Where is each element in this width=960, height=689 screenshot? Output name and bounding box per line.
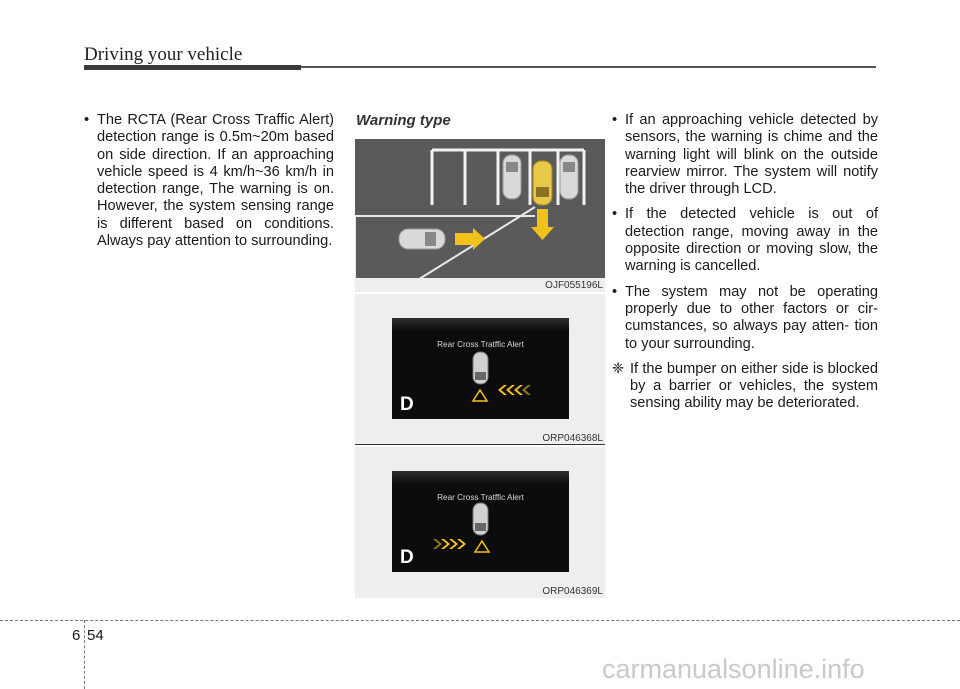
bullet-item [612,284,878,353]
note-icon: ❈ [612,360,625,377]
figure-label: ORP046369L [542,586,603,597]
rear-alert-graphic [392,318,569,419]
figure-label: OJF055196L [545,280,603,291]
bullet-text: The system may not be operating properly due to other factors or cir- cumstances, so always pay atten- tion to your surrounding. [625,283,878,352]
bullet-dot: • [612,112,618,128]
page-number: 54 [87,627,104,644]
cluster-screen [392,471,569,572]
watermark: carmanualsonline.info [602,654,865,684]
left-column [84,112,334,258]
figure-warning-left [355,447,605,598]
cluster-screen [392,318,569,419]
rear-alert-graphic [392,471,569,572]
bullet-item [84,112,334,250]
gear-indicator: D [400,547,414,568]
footer-rule [0,620,960,621]
figure-parking-diagram [355,139,605,292]
page-header-title: Driving your vehicle [84,44,243,65]
figure-label: ORP046368L [542,433,603,444]
footer-divider [84,620,85,689]
warning-type-heading: Warning type [356,112,451,129]
figure-warning-right [355,294,605,445]
chapter-number: 6 [72,627,81,644]
bullet-item [612,206,878,275]
bullet-dot: • [84,112,90,128]
bullet-text: If the detected vehicle is out of detection range, moving away in the opposite direction or moving slow, the warning is cancelled. [625,206,878,275]
gear-indicator: D [400,394,414,415]
bullet-dot: • [612,283,618,300]
header-accent-bar [84,65,301,70]
screen-title: Rear Cross Tratffic Alert [437,493,524,502]
right-column [612,112,878,413]
bullet-text: The RCTA (Rear Cross Traffic Alert) detection range is 0.5m~20m based on side direction. If an approaching vehicle speed is 4 km/h~36 km/h in detection range, The warning is on. However, the system sensing range is different based on conditions. Always pay attention to surrounding. [97,112,334,250]
bullet-text: If an approaching vehicle detected by sensors, the warning is chime and the warning light will blink on the outside rearview mirror. The system will notify the driver through LCD. [625,112,878,198]
screen-title: Rear Cross Tratffic Alert [437,340,524,349]
bullet-dot: • [612,206,618,223]
note-text: If the bumper on either side is blocked by a barrier or vehicles, the system sensing ability may be deteriorated. [630,360,878,412]
note-item [612,361,878,413]
bullet-item [612,112,878,198]
parking-lot-illustration [355,139,605,292]
